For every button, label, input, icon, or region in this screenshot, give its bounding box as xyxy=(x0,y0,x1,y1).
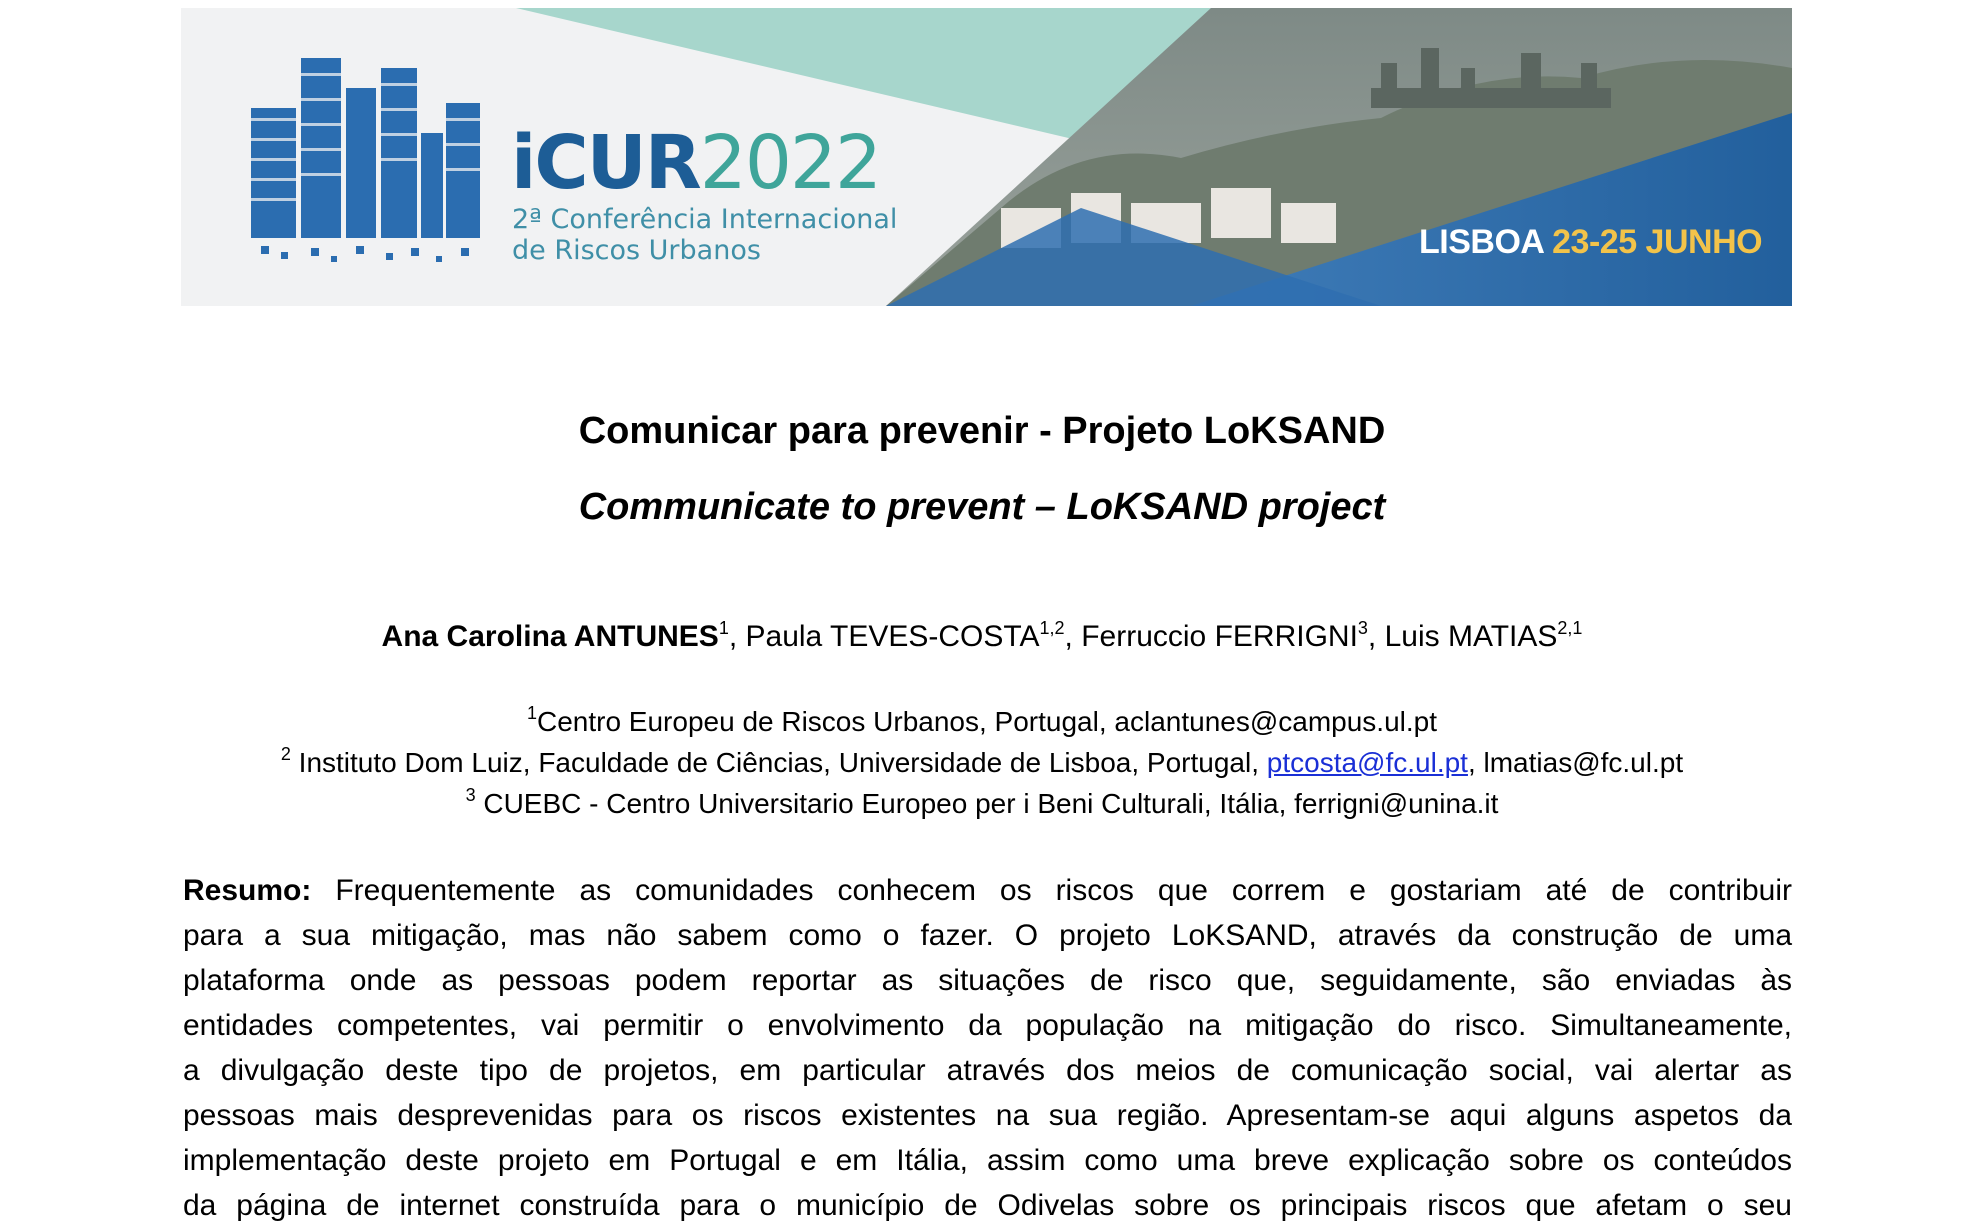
author-affiliation-ref: 1 xyxy=(718,618,729,638)
author-separator: , xyxy=(1367,620,1385,653)
paper-title-portuguese: Comunicar para prevenir - Projeto LoKSAND xyxy=(578,410,1386,452)
affiliation-text: Instituto Dom Luiz, Faculdade de Ciências, Universidade de Lisboa, Portugal, xyxy=(298,747,1267,778)
logo-subtitle-line2: de Riscos Urbanos xyxy=(512,235,761,266)
author-separator: , xyxy=(1064,620,1082,653)
affiliation-2 xyxy=(0,744,1964,779)
abstract-line-text: Frequentemente as comunidades conhecem os riscos que correm e gostariam até de contribuir xyxy=(311,874,1792,907)
logo-year-text: 2022 xyxy=(699,120,881,206)
abstract-line: da página de internet construída para o município de Odivelas sobre os principais riscos que afetam o seu xyxy=(183,1189,1792,1222)
author-affiliation-ref: 2,1 xyxy=(1557,618,1583,638)
abstract-label: Resumo: xyxy=(183,874,312,907)
conference-banner xyxy=(181,8,1792,306)
author-affiliation-ref: 1,2 xyxy=(1039,618,1065,638)
affiliation-number: 1 xyxy=(526,703,537,723)
author-name: Luis MATIAS xyxy=(1384,620,1558,653)
author-list xyxy=(0,620,1964,654)
affiliation-text: Centro Europeu de Riscos Urbanos, Portugal, aclantunes@campus.ul.pt xyxy=(536,706,1438,737)
affiliation-number: 2 xyxy=(280,744,291,764)
email-link[interactable]: ptcosta@fc.ul.pt xyxy=(1266,747,1468,778)
abstract-line: implementação deste projeto em Portugal e em Itália, assim como uma breve explicação sobre os conteúdos xyxy=(183,1144,1792,1177)
affiliation-number: 3 xyxy=(465,785,476,805)
logo-icur-text: iCUR xyxy=(511,120,700,206)
affiliation-1 xyxy=(0,703,1964,738)
affiliation-3 xyxy=(0,785,1964,820)
abstract-line: pessoas mais desprevenidas para os riscos existentes na sua região. Apresentam-se aqui alguns aspetos da xyxy=(183,1099,1792,1132)
author-separator: , xyxy=(728,620,746,653)
author-name: Ana Carolina ANTUNES xyxy=(381,620,719,653)
abstract xyxy=(183,868,1792,1228)
conference-dates: 23-25 JUNHO xyxy=(1552,223,1763,261)
abstract-line: entidades competentes, vai permitir o envolvimento da população na mitigação do risco. Simultaneamente, xyxy=(183,1009,1792,1042)
logo-subtitle-line1: 2ª Conferência Internacional xyxy=(512,204,898,235)
conference-date xyxy=(1419,223,1762,262)
author-name: Ferruccio FERRIGNI xyxy=(1081,620,1358,653)
affiliation-text-after: , lmatias@fc.ul.pt xyxy=(1467,747,1684,778)
abstract-line xyxy=(183,868,1792,913)
paper-title-english: Communicate to prevent – LoKSAND project xyxy=(578,486,1386,528)
abstract-line: a divulgação deste tipo de projetos, em particular através dos meios de comunicação social, vai alertar as xyxy=(183,1054,1792,1087)
abstract-line: para a sua mitigação, mas não sabem como o fazer. O projeto LoKSAND, através da construção de uma xyxy=(183,919,1792,952)
affiliation-text: CUEBC - Centro Universitario Europeo per i Beni Culturali, Itália, ferrigni@unina.it xyxy=(483,788,1499,819)
author-name: Paula TEVES-COSTA xyxy=(745,620,1040,653)
author-affiliation-ref: 3 xyxy=(1357,618,1368,638)
conference-logo-title xyxy=(511,120,881,206)
conference-logo-subtitle xyxy=(512,204,897,266)
conference-city: LISBOA xyxy=(1419,223,1544,261)
abstract-line: plataforma onde as pessoas podem reportar as situações de risco que, seguidamente, são enviadas às xyxy=(183,964,1792,997)
